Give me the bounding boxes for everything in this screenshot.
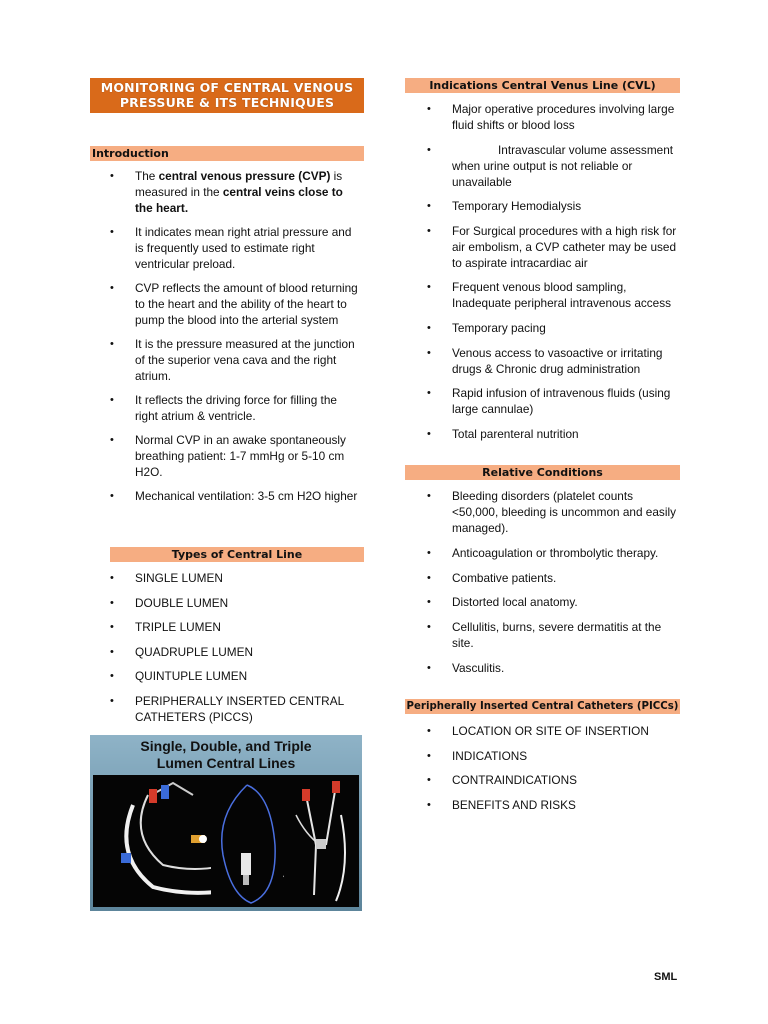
bullet-glyph: • bbox=[427, 103, 431, 115]
bullet-glyph: • bbox=[427, 427, 431, 440]
bullet-glyph: • bbox=[427, 490, 431, 502]
bullet-glyph: • bbox=[427, 798, 431, 811]
indications-item bbox=[427, 345, 681, 377]
indications-item bbox=[427, 101, 681, 133]
introduction-text: Normal CVP in an awake spontaneously breathing patient: 1-7 mmHg or 5-10 cm H2O. bbox=[135, 433, 346, 479]
introduction-text: is measured in the bbox=[135, 169, 343, 199]
bullet-glyph: • bbox=[427, 621, 431, 634]
introduction-emphasis: central veins close to the heart. bbox=[135, 185, 343, 215]
indications-item-text: Temporary Hemodialysis bbox=[452, 199, 582, 214]
types-heading: Types of Central Line bbox=[110, 547, 364, 562]
introduction-emphasis: central venous pressure (CVP) bbox=[158, 169, 331, 183]
piccs-item-text: BENEFITS AND RISKS bbox=[452, 797, 576, 812]
main-title bbox=[90, 78, 364, 113]
piccs-list bbox=[427, 723, 681, 813]
double-lumen-panel bbox=[211, 775, 283, 907]
bullet-glyph: • bbox=[427, 596, 431, 609]
relative-item bbox=[427, 660, 681, 676]
piccs-item bbox=[427, 772, 681, 788]
introduction-text: It is the pressure measured at the junction of the superior vena cava and the right atrium. bbox=[135, 337, 355, 383]
relative-item-text: Bleeding disorders (platelet counts <50,000, bleeding is uncommon and easily managed). bbox=[452, 489, 676, 535]
indications-item-text: Temporary pacing bbox=[452, 320, 546, 335]
relative-item-text: Distorted local anatomy. bbox=[452, 595, 578, 610]
bullet-glyph: • bbox=[427, 571, 431, 584]
bullet-glyph: • bbox=[110, 694, 114, 707]
catheter-drawing-3 bbox=[286, 775, 359, 907]
introduction-text: CVP reflects the amount of blood returning to the heart and the ability of the heart to pump the blood into the arterial system bbox=[135, 281, 358, 327]
indications-heading: Indications Central Venus Line (CVL) bbox=[405, 78, 680, 93]
bullet-glyph: • bbox=[427, 281, 431, 294]
central-lines-photo bbox=[90, 735, 362, 911]
relative-item bbox=[427, 594, 681, 610]
indications-list bbox=[427, 101, 681, 442]
relative-item bbox=[427, 619, 681, 651]
indications-item-text: For Surgical procedures with a high risk for air embolism, a CVP catheter may be used to aspirate intracardiac air bbox=[452, 223, 677, 270]
relative-item-text: Vasculitis. bbox=[452, 660, 505, 675]
bullet-glyph: • bbox=[110, 621, 114, 634]
piccs-item-text: LOCATION OR SITE OF INSERTION bbox=[452, 724, 649, 738]
introduction-item bbox=[110, 168, 360, 216]
introduction-text: The bbox=[135, 169, 159, 183]
introduction-text: Mechanical ventilation: 3-5 cm H2O higher bbox=[135, 489, 358, 503]
introduction-item bbox=[110, 432, 360, 480]
relative-heading: Relative Conditions bbox=[405, 465, 680, 480]
types-item bbox=[110, 619, 360, 635]
relative-list bbox=[427, 488, 681, 676]
piccs-heading: Peripherally Inserted Central Catheters (PICCs) bbox=[406, 701, 679, 712]
introduction-heading: Introduction bbox=[90, 146, 364, 161]
indications-item bbox=[427, 279, 681, 311]
bullet-glyph: • bbox=[110, 226, 114, 238]
main-title-line2: PRESSURE & ITS TECHNIQUES bbox=[119, 95, 335, 110]
indications-item bbox=[427, 385, 681, 417]
introduction-item bbox=[110, 224, 360, 272]
catheter-drawing-2 bbox=[211, 775, 283, 907]
indications-item bbox=[427, 320, 681, 336]
indications-item bbox=[427, 223, 681, 271]
bullet-glyph: • bbox=[427, 200, 431, 213]
bullet-glyph: • bbox=[110, 490, 114, 502]
bullet-glyph: • bbox=[427, 143, 431, 156]
introduction-item bbox=[110, 336, 360, 384]
bullet-glyph: • bbox=[427, 224, 431, 237]
relative-item bbox=[427, 545, 681, 561]
bullet-glyph: • bbox=[427, 661, 431, 674]
indications-item-text: Intravascular volume assessment when urine output is not reliable or unavailable bbox=[452, 142, 674, 189]
introduction-list bbox=[110, 168, 360, 504]
relative-item-text: Anticoagulation or thrombolytic therapy. bbox=[452, 545, 659, 560]
bullet-glyph: • bbox=[110, 170, 114, 182]
indications-item bbox=[427, 426, 681, 442]
indications-item-text: Venous access to vasoactive or irritating drugs & Chronic drug administration bbox=[452, 345, 663, 376]
bullet-glyph: • bbox=[110, 670, 114, 683]
types-item-text: PERIPHERALLY INSERTED CENTRAL CATHETERS (PICCS) bbox=[135, 693, 344, 724]
relative-item-text: Cellulitis, burns, severe dermatitis at the site. bbox=[452, 620, 662, 651]
bullet-glyph: • bbox=[427, 346, 431, 359]
bullet-glyph: • bbox=[110, 434, 114, 446]
footer-initials: SML bbox=[654, 971, 678, 983]
introduction-item bbox=[110, 488, 360, 504]
types-item bbox=[110, 644, 360, 660]
bullet-glyph: • bbox=[427, 749, 431, 762]
indications-item bbox=[427, 142, 681, 190]
piccs-item-text: CONTRAINDICATIONS bbox=[452, 773, 577, 788]
piccs-item-text: INDICATIONS bbox=[452, 748, 528, 763]
introduction-text: It reflects the driving force for filling the right atrium & ventricle. bbox=[135, 393, 337, 423]
relative-item bbox=[427, 488, 681, 536]
bullet-glyph: • bbox=[427, 774, 431, 787]
triple-lumen-panel bbox=[286, 775, 359, 907]
bullet-glyph: • bbox=[110, 338, 114, 350]
types-item bbox=[110, 668, 360, 684]
types-item-text: QUINTUPLE LUMEN bbox=[135, 669, 248, 684]
introduction-item bbox=[110, 392, 360, 424]
bullet-glyph: • bbox=[110, 645, 114, 658]
indications-item bbox=[427, 198, 681, 214]
photo-title bbox=[90, 738, 362, 772]
bullet-glyph: • bbox=[427, 546, 431, 559]
photo-title-line1: Single, Double, and Triple bbox=[140, 738, 312, 754]
types-item bbox=[110, 595, 360, 611]
piccs-item bbox=[427, 723, 681, 739]
bullet-glyph: • bbox=[110, 394, 114, 406]
piccs-item bbox=[427, 797, 681, 813]
relative-item bbox=[427, 570, 681, 586]
types-item-text: SINGLE LUMEN bbox=[135, 571, 223, 585]
bullet-glyph: • bbox=[427, 725, 431, 737]
types-item-text: TRIPLE LUMEN bbox=[135, 620, 221, 635]
indications-item-text: Total parenteral nutrition bbox=[452, 426, 579, 441]
bullet-glyph: • bbox=[110, 596, 114, 609]
bullet-glyph: • bbox=[110, 572, 114, 584]
relative-item-text: Combative patients. bbox=[452, 570, 557, 585]
bullet-glyph: • bbox=[427, 321, 431, 334]
types-item bbox=[110, 693, 360, 725]
types-item-text: QUADRUPLE LUMEN bbox=[135, 644, 253, 659]
introduction-text: It indicates mean right atrial pressure and is frequently used to estimate right ventricular preload. bbox=[135, 225, 352, 271]
main-title-line1: MONITORING OF CENTRAL VENOUS bbox=[100, 80, 354, 95]
types-item-text: DOUBLE LUMEN bbox=[135, 595, 229, 610]
piccs-item bbox=[427, 748, 681, 764]
bullet-glyph: • bbox=[427, 387, 431, 400]
indications-item-text: Major operative procedures involving large fluid shifts or blood loss bbox=[452, 102, 675, 132]
types-list bbox=[110, 570, 360, 725]
types-item bbox=[110, 570, 360, 586]
introduction-item bbox=[110, 280, 360, 328]
bullet-glyph: • bbox=[110, 282, 114, 294]
indications-item-text: Frequent venous blood sampling, Inadequate peripheral intravenous access bbox=[452, 280, 672, 311]
photo-title-line2: Lumen Central Lines bbox=[156, 755, 296, 771]
indications-item-text: Rapid infusion of intravenous fluids (using large cannulae) bbox=[452, 386, 671, 417]
